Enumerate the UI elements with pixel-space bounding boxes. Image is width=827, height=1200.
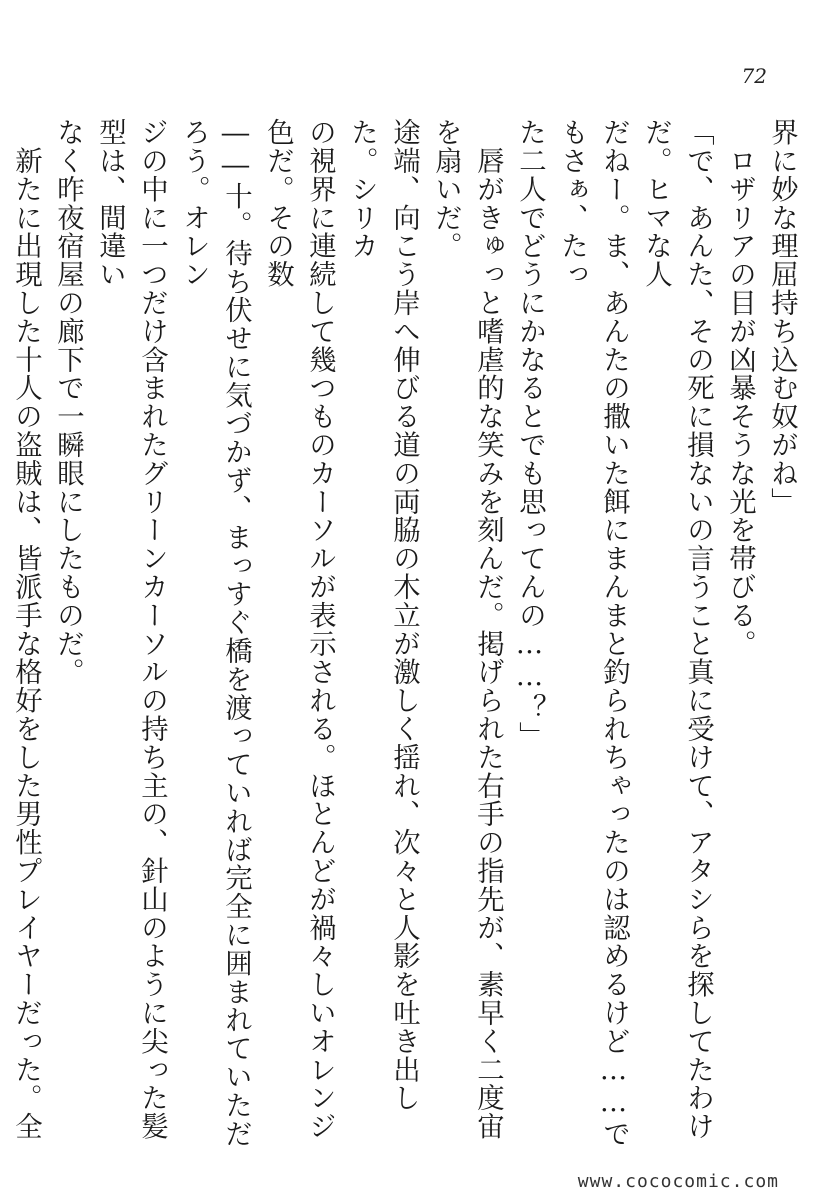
text-line: なく昨夜宿屋の廊下で一瞬眼にしたものだ。 [52,118,83,686]
page-number: 72 [741,64,767,88]
text-line: 「で、あんた、その死に損ないの言うこと真に受けて、アタシらを探してたわけだ。ヒマな人 [640,118,713,1141]
text-line: 途端、向こう岸へ伸びる道の両脇の木立が激しく揺れ、次々と人影を吐き出した。シリカ [346,118,419,1112]
text-line: ロザリアの目が凶暴そうな光を帯びる。 [724,118,755,658]
text-line: 界に妙な理屈持ち込む奴がね」 [766,118,797,516]
text-line: 新たに出現した十人の盗賊は、皆派手な格好をした男性プレイヤーだった。全 [10,146,41,1141]
novel-text-body [10,118,802,1148]
text-line: だねー。ま、あんたの撒いた餌にまんまと釣られちゃったのは認めるけど……でもさぁ、たっ [556,118,629,1148]
text-line: ジの中に一つだけ含まれたグリーンカーソルの持ち主の、針山のように尖った髪型は、間違い [94,118,167,1141]
watermark-url: www.cococomic.com [577,1171,779,1192]
text-line: ――十。待ち伏せに気づかず、まっすぐ橋を渡っていれば完全に囲まれていただろう。オレン [178,118,251,1148]
text-line: の視界に連続して幾つものカーソルが表示される。ほとんどが禍々しいオレンジ色だ。その数 [262,118,335,1141]
text-line: た二人でどうにかなるとでも思ってんの……？」 [514,118,545,750]
text-line: 唇がきゅっと嗜虐的な笑みを刻んだ。掲げられた右手の指先が、素早く二度宙を扇いだ。 [430,118,503,1141]
